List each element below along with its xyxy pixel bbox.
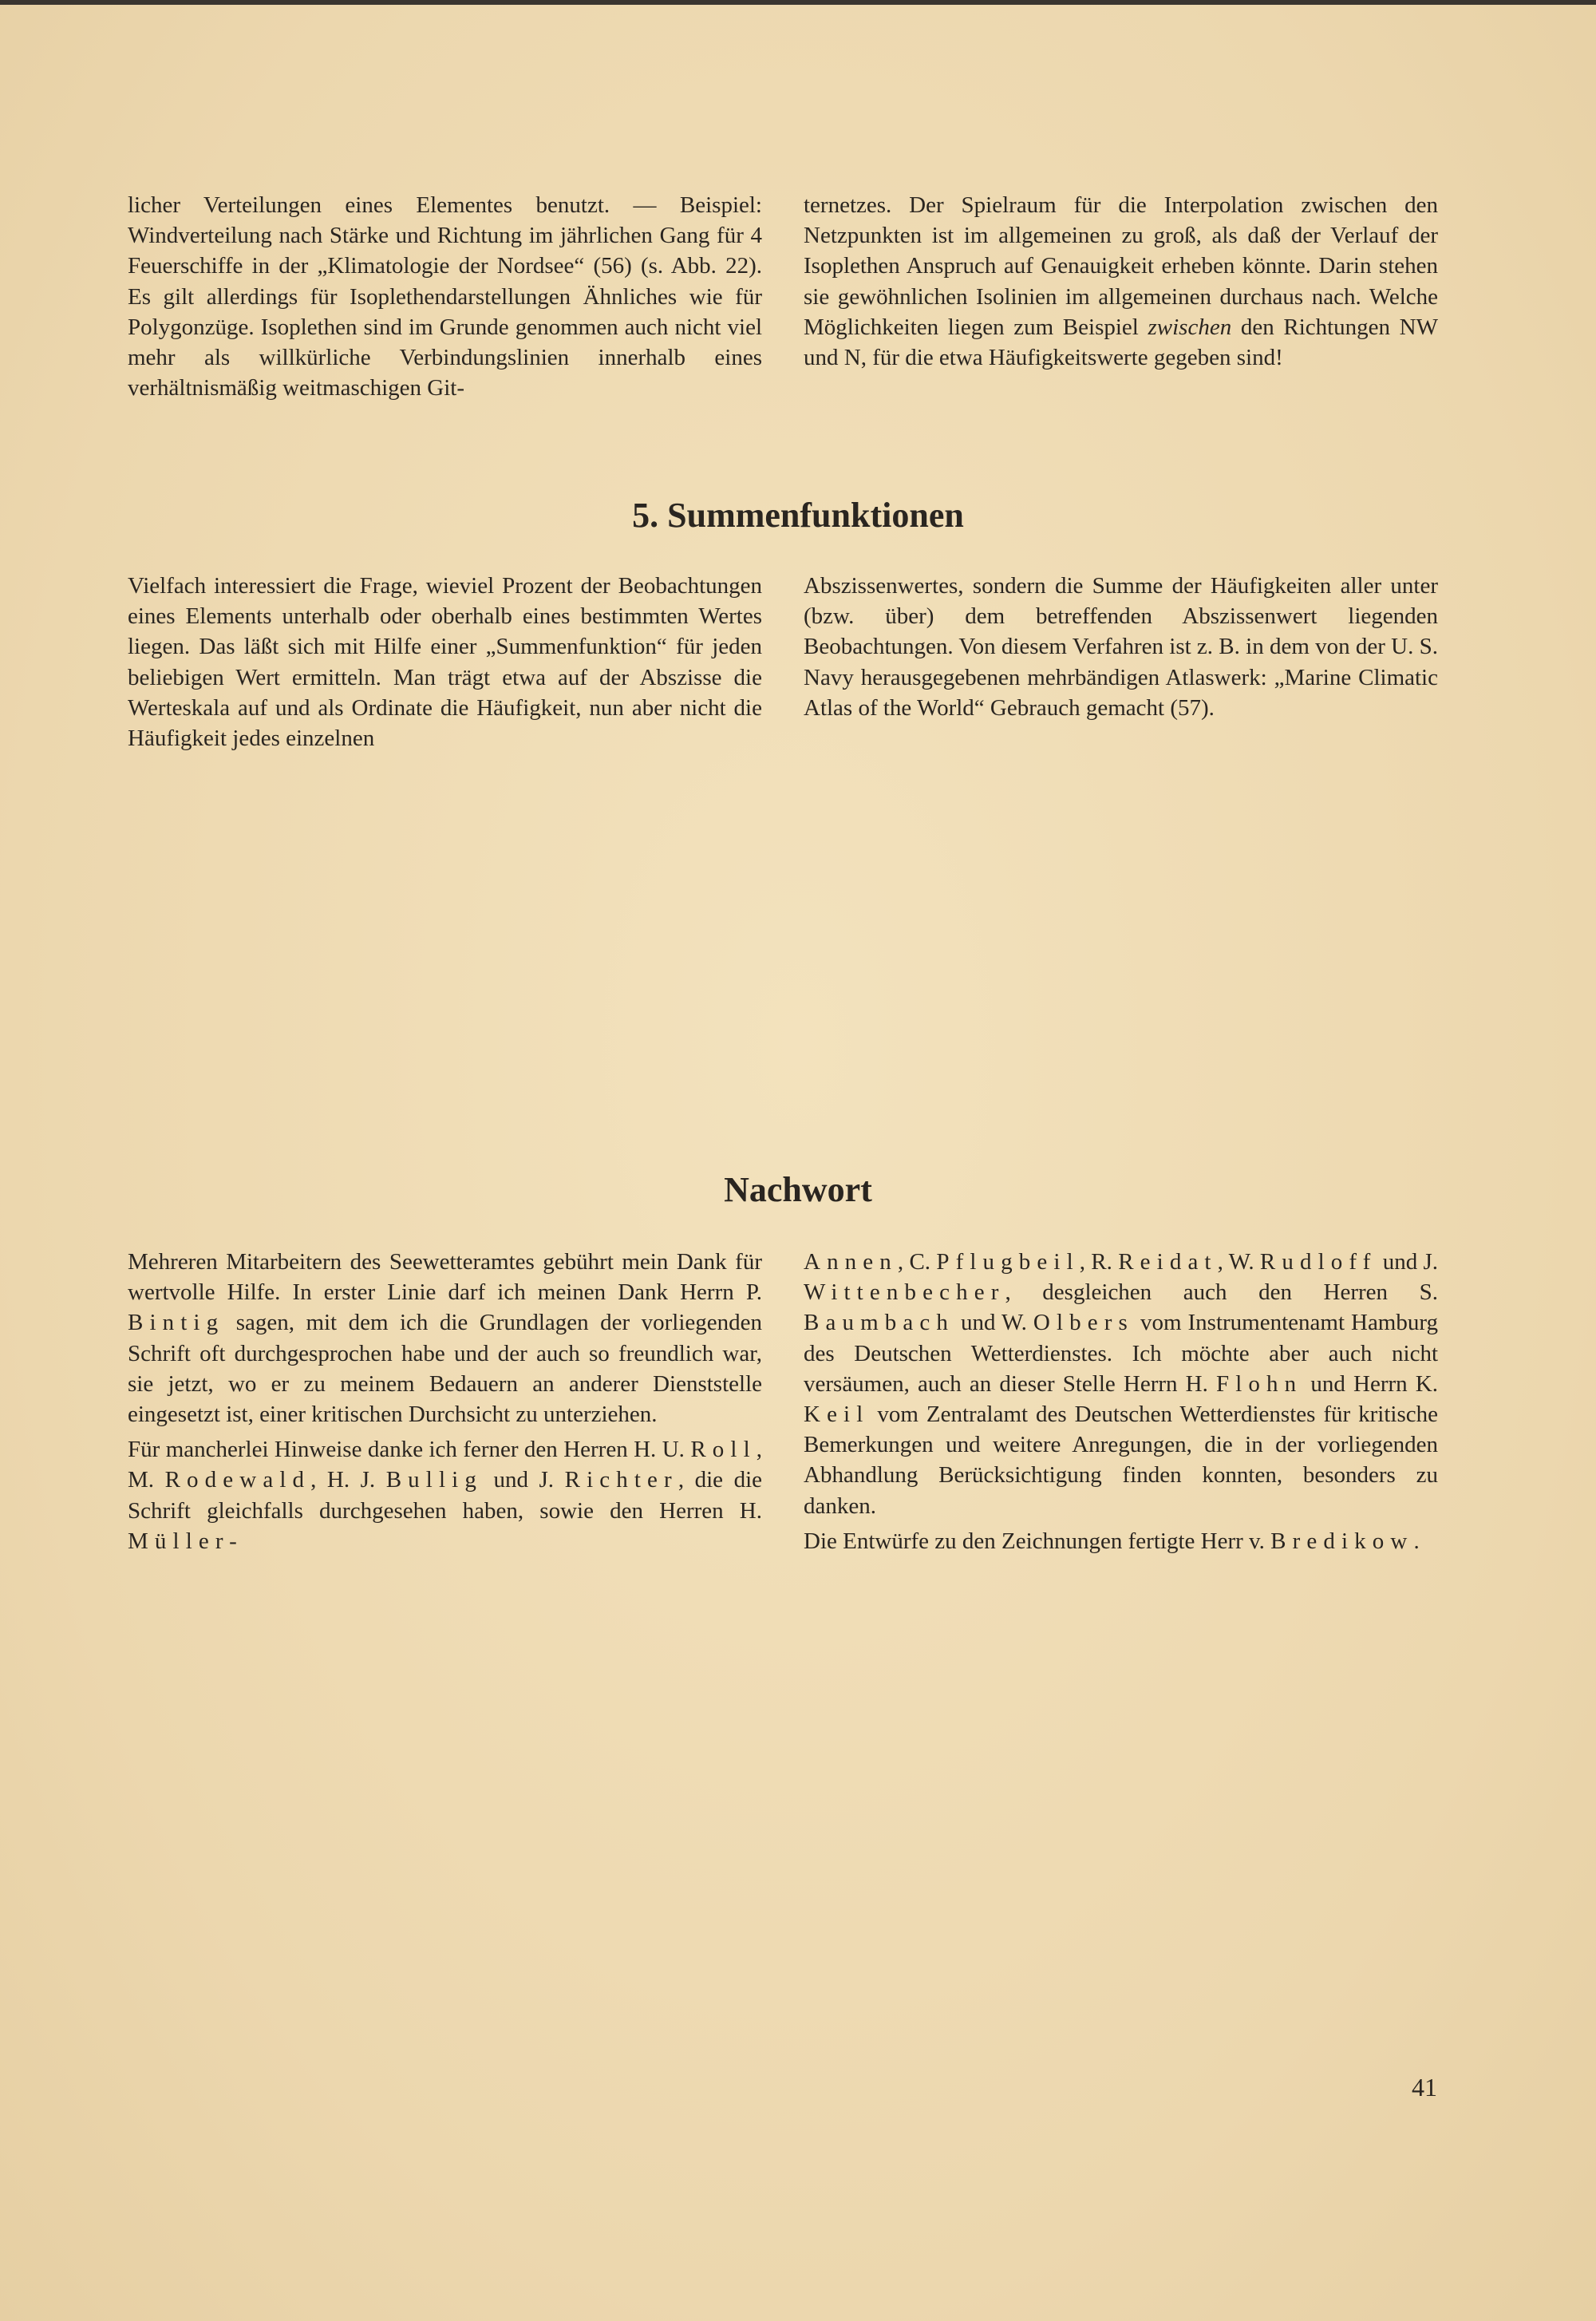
person-name-rudloff: Rudloff — [1259, 1249, 1377, 1275]
text-span: Mehreren Mitarbeitern des Seewetteramtes gebührt mein Dank für wertvolle Hilfe. In erster Linie darf ich meinen Dank Herrn P. — [128, 1249, 762, 1306]
nachwort-paragraph-3 — [804, 1247, 1438, 1521]
person-name-flohn: Flohn — [1215, 1370, 1303, 1397]
top-edge-rule — [0, 0, 1596, 5]
person-name-rodewald: Rodewald — [164, 1467, 311, 1493]
text-span: vom Zentralamt des Deutschen Wetterdienstes für kritische Bemerkungen und weitere Anregungen, die in der vorliegenden Abhandlung Berücksichtigung finden konnten, besonders zu danken. — [804, 1402, 1438, 1519]
emphasis-zwischen: zwischen — [1148, 314, 1232, 340]
nachwort-right-column — [804, 1247, 1438, 1561]
text-span: Für mancherlei Hinweise danke ich ferner den Herren H. U. — [128, 1437, 691, 1463]
nachwort-columns — [128, 1247, 1438, 1561]
text-span: , C. — [897, 1249, 937, 1275]
continuation-right-text-b: den Richtungen NW und N, für die etwa Häufigkeitswerte gegeben sind! — [804, 314, 1439, 371]
text-span: und J. — [482, 1467, 565, 1493]
continuation-text-columns — [128, 190, 1438, 408]
text-span: , H. J. — [310, 1467, 386, 1493]
page-number: 41 — [1412, 2073, 1437, 2102]
person-name-annen: Annen — [804, 1249, 898, 1275]
continuation-right-paragraph — [804, 190, 1438, 373]
continuation-left-paragraph: licher Verteilungen eines Elementes benutzt. — Beispiel: Windverteilung nach Stärke und Richtung im jährlichen Gang für 4 Feuerschiffe in der „Klimatologie der Nordsee“ (56) (s. Abb. 22). Es gilt allerdings für Isoplethendarstellungen Ähnliches wie für Polygonzüge. Isoplethen sind im Grunde genommen auch nicht viel mehr als willkürliche Verbindungslinien innerhalb eines verhältnismäßig weitmaschigen Git- — [128, 192, 762, 401]
text-span: , R. — [1079, 1249, 1119, 1275]
section-heading-nachwort: Nachwort — [724, 1170, 872, 1209]
person-name-keil: Keil — [804, 1402, 870, 1428]
person-name-bullig: Bullig — [385, 1467, 483, 1493]
nachwort-paragraph-4 — [804, 1526, 1438, 1556]
person-name-richter: Richter — [564, 1467, 678, 1493]
person-name-olbers: Olbers — [1033, 1310, 1134, 1336]
text-span: . — [1413, 1528, 1420, 1554]
nachwort-paragraph-2 — [128, 1434, 762, 1556]
summenfunktionen-left-paragraph: Vielfach interessiert die Frage, wieviel Prozent der Beobachtungen eines Elements unterhalb oder oberhalb eines bestimmten Wertes liegen. Das läßt sich mit Hilfe einer „Summenfunktion“ für jeden beliebigen Wert ermitteln. Man trägt etwa auf der Abszisse die Werteskala auf und als Ordinate die Häufigkeit, nun aber nicht die Häufigkeit jedes einzelnen — [128, 573, 762, 752]
summenfunktionen-right-paragraph: Abszissenwertes, sondern die Summe der Häufigkeiten aller unter (bzw. über) dem betreffenden Abszissenwert liegenden Beobachtungen. Von diesem Verfahren ist z. B. in dem von der U. S. Navy herausgegebenen mehrbändigen Atlaswerk: „Marine Climatic Atlas of the World“ Gebrauch gemacht (57). — [804, 573, 1438, 721]
text-span: und Herrn K. — [1302, 1370, 1438, 1397]
text-span: vom Instrumentenamt Hamburg des Deutschen Wetterdienstes. Ich möchte aber auch nicht versäumen, auch an dieser Stelle Herrn H. — [804, 1310, 1439, 1397]
person-name-bintig: Bintig — [128, 1310, 225, 1336]
continuation-right-column — [804, 190, 1438, 408]
section-heading-summenfunktionen: 5. Summenfunktionen — [632, 496, 964, 535]
text-span: , desgleichen auch den Herren S. — [1005, 1279, 1438, 1306]
nachwort-left-column — [128, 1247, 762, 1561]
summenfunktionen-columns — [128, 571, 1438, 758]
text-span: und W. — [954, 1310, 1033, 1336]
person-name-pflugbeil: Pflugbeil — [936, 1249, 1080, 1275]
person-name-mueller: Müller- — [128, 1528, 243, 1554]
text-span: Die Entwürfe zu den Zeichnungen fertigte Herr v. — [804, 1528, 1271, 1554]
text-span: , die die Schrift gleichfalls durchgesehen haben, sowie den Herren H. — [128, 1467, 762, 1524]
text-span: und J. — [1377, 1249, 1439, 1275]
text-span: sagen, mit dem ich die Grundlagen der vorliegenden Schrift oft durchgesprochen habe und der auch so freundlich war, sie jetzt, wo er zu meinem Bedauern an anderer Dienststelle eingesetzt ist, einer kritischen Durchsicht zu unterziehen. — [128, 1310, 762, 1428]
continuation-left-column — [128, 190, 762, 408]
continuation-right-text-a: ternetzes. Der Spielraum für die Interpolation zwischen den Netzpunkten ist im allgemeinen zu groß, als daß der Verlauf der Isoplethen Anspruch auf Genauigkeit erheben könnte. Darin stehen sie gewöhnlichen Isolinien im allgemeinen durchaus nach. Welche Möglichkeiten liegen zum Beispiel — [804, 192, 1438, 340]
summenfunktionen-right-column — [804, 571, 1438, 758]
text-span: , W. — [1217, 1249, 1260, 1275]
person-name-roll: Roll — [690, 1437, 757, 1463]
nachwort-paragraph-1 — [128, 1247, 762, 1429]
person-name-wittenbecher: Wittenbecher — [804, 1279, 1005, 1306]
person-name-bredikow: Bredikow — [1270, 1528, 1414, 1554]
person-name-baumbach: Baumbach — [804, 1310, 954, 1336]
person-name-reidat: Reidat — [1118, 1249, 1218, 1275]
text-span: , M. — [128, 1437, 762, 1493]
summenfunktionen-left-column — [128, 571, 762, 758]
